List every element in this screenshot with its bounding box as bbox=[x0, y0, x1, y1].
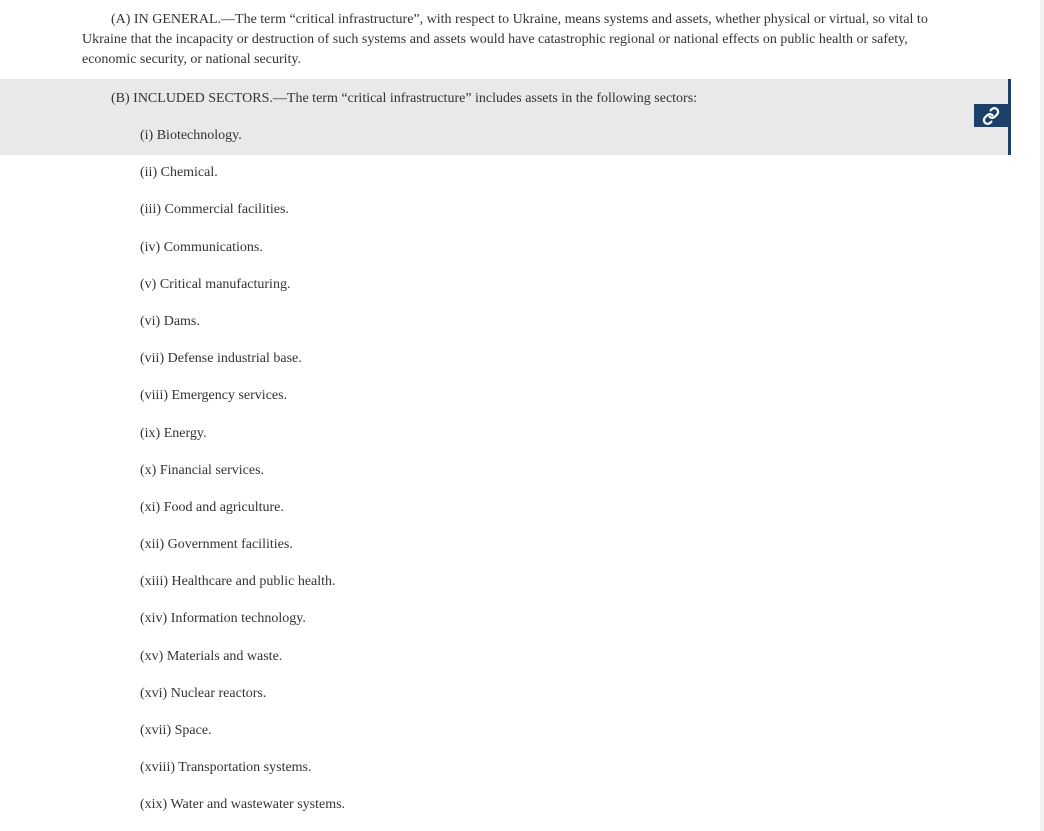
list-item: (vii) Defense industrial base. bbox=[140, 351, 302, 367]
section-b-paragraph: (B) INCLUDED SECTORS.—The term “critical infrastructure” includes assets in the following sectors: bbox=[111, 91, 698, 106]
list-item: (iv) Communications. bbox=[140, 239, 263, 255]
scrollbar-track[interactable] bbox=[1040, 0, 1044, 831]
list-item: (viii) Emergency services. bbox=[140, 388, 288, 404]
sector-list bbox=[140, 126, 345, 831]
list-item: (xviii) Transportation systems. bbox=[140, 760, 312, 776]
list-item: (xix) Water and wastewater systems. bbox=[140, 797, 346, 813]
list-item: (ii) Chemical. bbox=[140, 165, 218, 181]
list-item: (xiv) Information technology. bbox=[140, 611, 306, 627]
list-item: (i) Biotechnology. bbox=[140, 128, 242, 143]
section-a-paragraph: (A) IN GENERAL.—The term “critical infrastructure”, with respect to Ukraine, means systems and assets, whether physical or virtual, so vital to Ukraine that the incapacity or destruction of such systems and assets would have catastrophic regional or national effects on public health or safety, economic security, or national security. bbox=[82, 12, 928, 67]
list-item: (xiii) Healthcare and public health. bbox=[140, 574, 336, 590]
list-item: (vi) Dams. bbox=[140, 313, 200, 329]
permalink-button[interactable] bbox=[974, 104, 1008, 127]
list-item: (iii) Commercial facilities. bbox=[140, 202, 289, 218]
list-item: (v) Critical manufacturing. bbox=[140, 276, 291, 292]
list-item: (xvi) Nuclear reactors. bbox=[140, 685, 267, 701]
list-item: (xii) Government facilities. bbox=[140, 537, 293, 553]
link-icon bbox=[982, 107, 1000, 125]
list-item: (xv) Materials and waste. bbox=[140, 648, 283, 664]
list-item: (ix) Energy. bbox=[140, 425, 207, 441]
list-item: (xvii) Space. bbox=[140, 723, 212, 738]
list-item: (x) Financial services. bbox=[140, 462, 265, 478]
list-item: (xi) Food and agriculture. bbox=[140, 499, 284, 515]
